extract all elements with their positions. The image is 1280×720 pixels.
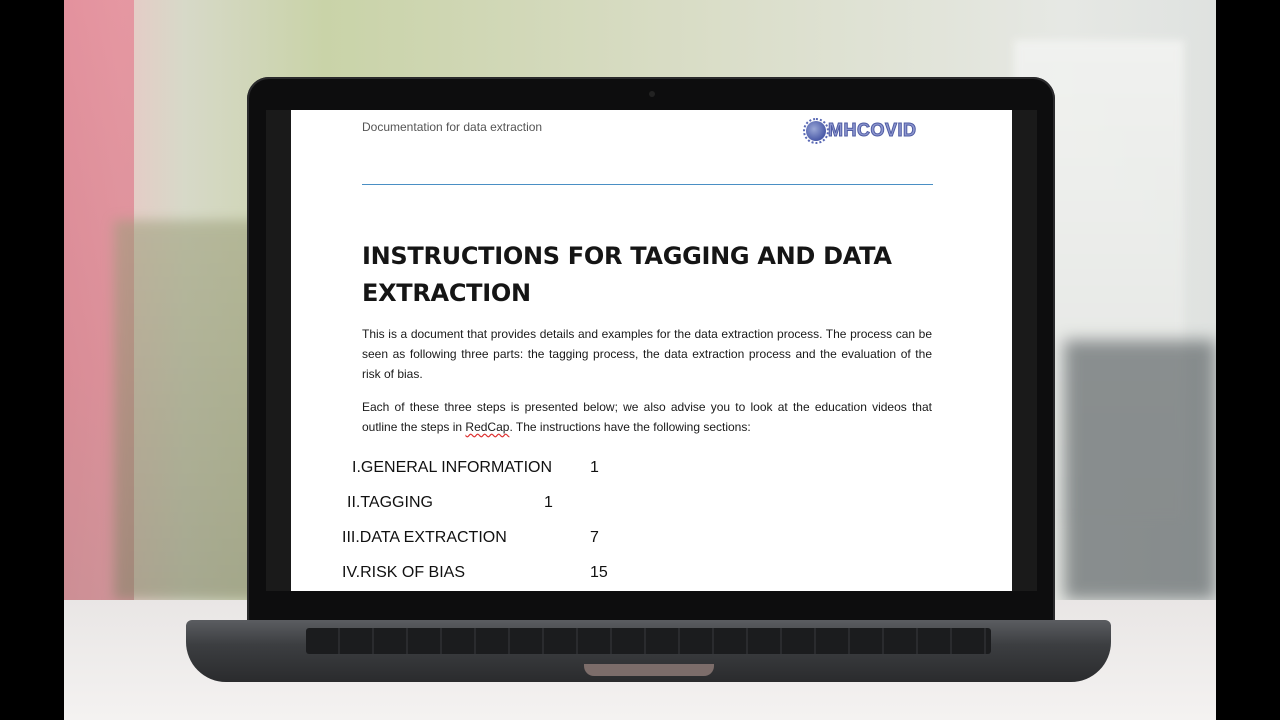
toc-item-tagging[interactable] <box>347 494 433 512</box>
screen-bezel-left <box>266 110 291 591</box>
document-title: INSTRUCTIONS FOR TAGGING AND DATA EXTRACTION <box>362 242 892 307</box>
laptop-screen <box>290 110 1013 591</box>
toc-label: TAGGING <box>360 494 433 511</box>
toc-numeral: III. <box>342 529 360 546</box>
logo-text: MHCOVID <box>828 120 917 140</box>
laptop-base <box>186 620 1111 682</box>
sections-paragraph <box>362 397 932 437</box>
webcam <box>649 91 655 97</box>
mhcovid-logo <box>806 120 917 141</box>
toc-item-data-extraction[interactable] <box>342 529 507 547</box>
sections-paragraph-tail: . The instructions have the following sections: <box>509 420 751 434</box>
intro-paragraph: This is a document that provides details and examples for the data extraction process. The process can be seen as following three parts: the tagging process, the data extraction process and the evaluation of the risk of bias. <box>362 327 932 381</box>
toc-item-general-information[interactable] <box>352 459 552 477</box>
sections-paragraph-text: Each of these three steps is presented below; we also advise you to look at the education videos that outline the steps in <box>362 400 932 434</box>
document-header: Documentation for data extraction <box>362 120 543 134</box>
header-rule <box>362 184 933 185</box>
keyboard <box>306 628 991 654</box>
toc-label: GENERAL INFORMATION <box>360 459 553 476</box>
screen-bezel-right <box>1012 110 1037 591</box>
toc-page-number: 7 <box>590 529 599 546</box>
toc-page-number: 1 <box>544 494 553 511</box>
toc-page-number: 1 <box>590 459 599 476</box>
toc-label: DATA EXTRACTION <box>359 529 507 546</box>
virus-icon <box>806 121 826 141</box>
toc-numeral: IV. <box>342 564 361 581</box>
laptop-lid <box>247 77 1055 625</box>
toc-page-number: 15 <box>590 564 608 581</box>
toc-numeral: I. <box>352 459 361 476</box>
background-cabinet <box>1064 340 1216 600</box>
lid-notch <box>584 664 714 676</box>
toc-label: RISK OF BIAS <box>360 564 466 581</box>
redcap-word: RedCap <box>465 420 510 434</box>
toc-numeral: II. <box>347 494 361 511</box>
toc-item-risk-of-bias[interactable] <box>342 564 465 582</box>
